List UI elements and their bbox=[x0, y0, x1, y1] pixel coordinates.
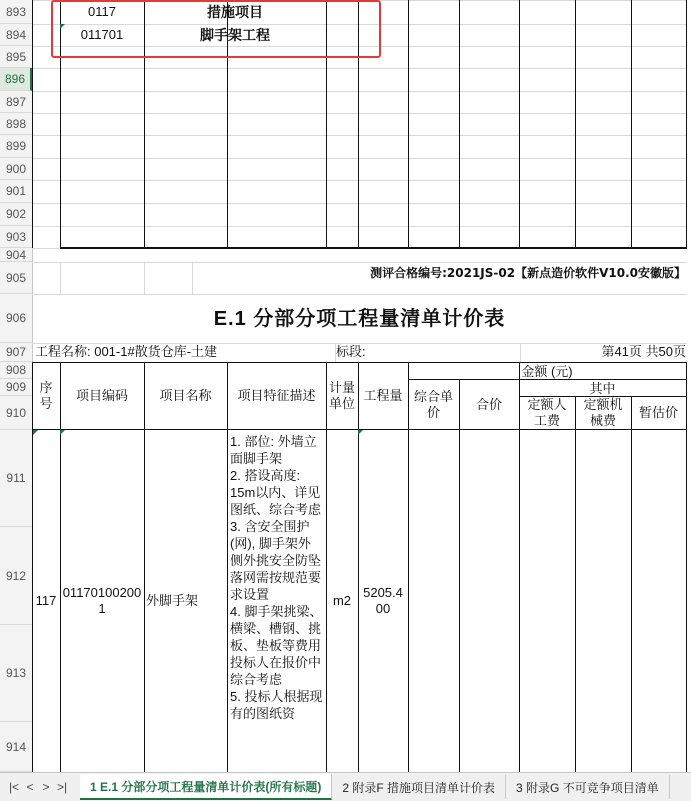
sheet-title: E.1 分部分项工程量清单计价表 bbox=[213, 308, 506, 330]
row-number[interactable]: 912 bbox=[0, 527, 32, 625]
red-highlight-box bbox=[51, 0, 381, 58]
row-number[interactable]: 894 bbox=[0, 24, 32, 46]
cell-code-893[interactable]: 0117 bbox=[88, 4, 116, 20]
grid-line bbox=[32, 180, 687, 181]
row-number[interactable]: 914 bbox=[0, 722, 32, 772]
header-desc: 项目特征描述 bbox=[237, 388, 316, 404]
grid-line bbox=[408, 0, 409, 248]
grid-line bbox=[60, 262, 61, 294]
tab-sheet-2[interactable]: 2 附录F 措施项目清单计价表 bbox=[332, 775, 506, 799]
cell-code-894[interactable]: 011701 bbox=[80, 27, 124, 43]
grid-line bbox=[32, 135, 687, 136]
row-number[interactable]: 900 bbox=[0, 158, 32, 180]
item-qty[interactable] bbox=[358, 430, 408, 772]
grid-line bbox=[144, 262, 145, 294]
last-sheet-button[interactable]: >| bbox=[56, 780, 68, 794]
header-code: 项目编码 bbox=[75, 388, 128, 404]
row-number[interactable]: 903 bbox=[0, 226, 32, 248]
software-cert-note: 测评合格编号:2021JS-02【新点造价软件V10.0安徽版】 bbox=[370, 265, 686, 280]
header-qty: 工程量 bbox=[363, 388, 403, 404]
header-amount: 金额 (元) bbox=[521, 363, 573, 379]
bid-section: 标段: bbox=[336, 344, 366, 360]
first-sheet-button[interactable]: |< bbox=[8, 780, 20, 794]
row-number[interactable]: 899 bbox=[0, 135, 32, 158]
grid-line bbox=[519, 0, 520, 248]
grid-line bbox=[32, 294, 687, 295]
next-sheet-button[interactable]: > bbox=[42, 780, 50, 794]
row-number[interactable]: 909 bbox=[0, 379, 32, 396]
grid-line bbox=[32, 158, 687, 159]
grid-line bbox=[575, 0, 576, 248]
page-info: 第41页 共50页 bbox=[601, 344, 686, 360]
tab-sheet-1[interactable]: 1 E.1 分部分项工程量清单计价表(所有标题) bbox=[80, 774, 332, 800]
row-number[interactable]: 898 bbox=[0, 113, 32, 135]
sheet-tab-bar bbox=[0, 772, 691, 801]
grid-line bbox=[631, 0, 632, 248]
grid-line bbox=[32, 0, 33, 248]
grid-line bbox=[459, 0, 460, 248]
header-total: 合价 bbox=[475, 396, 502, 412]
item-desc[interactable]: 1. 部位: 外墙立面脚手架 2. 搭设高度: 15m以内、详见图纸、综合考虑 3. 含安全围护 (网), 脚手架外侧外挑安全防坠落网需按规范要求设置 4. 脚手架挑梁、横梁、槽钢、挑板、垫板等费用投标人在报价中综合考虑 5. 投标人根据现有的图纸资 bbox=[230, 434, 323, 721]
grid-line bbox=[32, 113, 687, 114]
header-machine-text: 定额机械费 bbox=[583, 397, 623, 428]
row-number[interactable]: 907 bbox=[0, 343, 32, 362]
row-number[interactable]: 896 bbox=[0, 68, 32, 91]
row-number[interactable]: 905 bbox=[0, 262, 32, 294]
tab-sheet-3[interactable]: 3 附录G 不可竞争项目清单 bbox=[506, 775, 670, 799]
header-unit-text: 计量单位 bbox=[328, 380, 355, 411]
header-of-which: 其中 bbox=[589, 380, 616, 396]
row-number[interactable]: 910 bbox=[0, 396, 32, 430]
grid-line bbox=[32, 226, 687, 227]
grid-line bbox=[686, 362, 687, 772]
project-name: 工程名称: 001-1#散货仓库-土建 bbox=[35, 344, 218, 360]
grid-line bbox=[686, 0, 687, 248]
row-number[interactable]: 906 bbox=[0, 294, 32, 343]
row-number[interactable]: 895 bbox=[0, 46, 32, 68]
cell-name-893[interactable]: 措施项目 bbox=[207, 3, 263, 20]
row-number[interactable]: 904 bbox=[0, 248, 32, 262]
item-unit[interactable]: m2 bbox=[332, 593, 352, 609]
header-name: 项目名称 bbox=[159, 388, 212, 404]
header-estimate: 暂估价 bbox=[638, 405, 678, 421]
row-number[interactable]: 913 bbox=[0, 625, 32, 722]
cell-note-indicator bbox=[33, 430, 38, 435]
cell-name-894[interactable]: 脚手架工程 bbox=[200, 26, 270, 43]
grid-line bbox=[459, 379, 460, 772]
item-qty-text: 5205.400 bbox=[363, 585, 403, 616]
row-number[interactable]: 911 bbox=[0, 430, 32, 527]
header-seq-text: 序号 bbox=[39, 380, 53, 411]
item-code[interactable] bbox=[60, 430, 144, 772]
header-seq bbox=[33, 363, 59, 429]
row-number[interactable]: 902 bbox=[0, 203, 32, 226]
cell-note-indicator bbox=[60, 24, 65, 29]
header-unit-price bbox=[408, 380, 459, 429]
header-unit bbox=[326, 363, 358, 429]
header-unit-price-text: 综合单价 bbox=[413, 388, 453, 420]
grid-line bbox=[575, 396, 576, 772]
grid-line bbox=[32, 203, 687, 204]
cell-note-indicator bbox=[60, 430, 65, 435]
grid-line bbox=[32, 91, 687, 92]
header-labor-text: 定额人工费 bbox=[527, 397, 567, 428]
cell-note-indicator bbox=[358, 430, 363, 435]
grid-line bbox=[60, 247, 687, 249]
item-seq[interactable]: 117 bbox=[35, 593, 57, 609]
grid-line bbox=[631, 396, 632, 772]
header-machine bbox=[575, 397, 631, 429]
item-name[interactable]: 外脚手架 bbox=[146, 593, 199, 609]
item-code-text: 011701002001 bbox=[62, 585, 142, 616]
grid-line bbox=[32, 68, 687, 69]
row-number[interactable]: 908 bbox=[0, 362, 32, 379]
row-number[interactable]: 893 bbox=[0, 0, 32, 24]
row-number[interactable]: 897 bbox=[0, 91, 32, 113]
prev-sheet-button[interactable]: < bbox=[26, 780, 34, 794]
row-number[interactable]: 901 bbox=[0, 180, 32, 203]
header-labor bbox=[519, 397, 575, 429]
